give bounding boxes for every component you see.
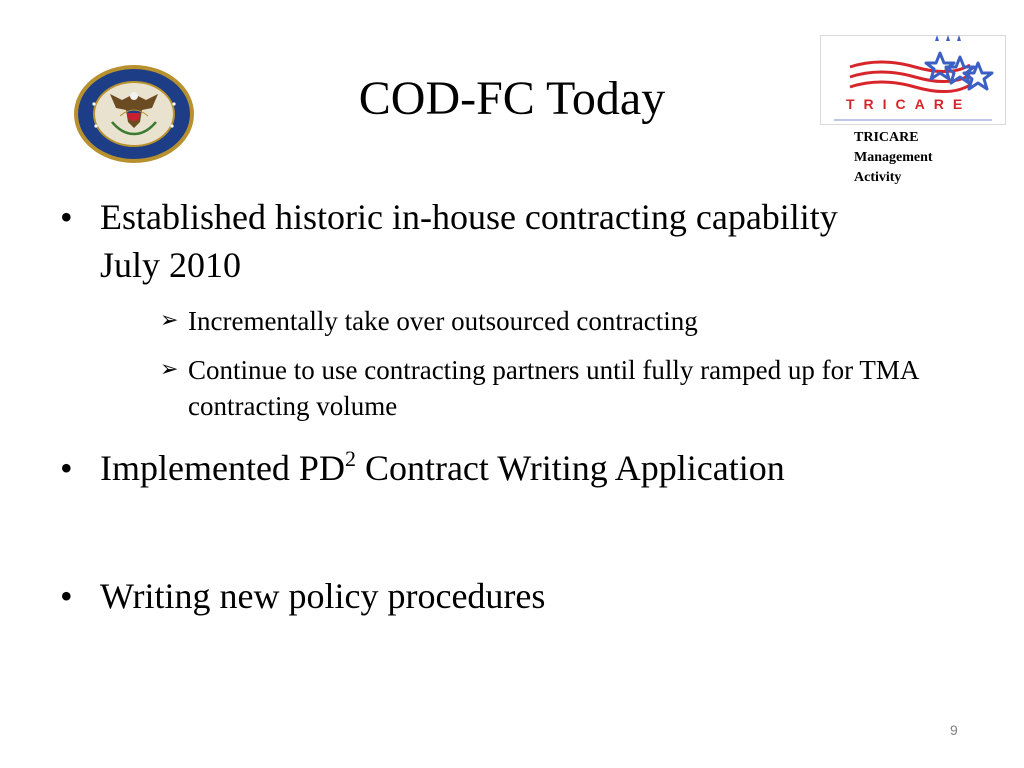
bullet-icon: • [60,448,73,488]
bullet-text [100,444,840,492]
sub-bullet-item [160,303,948,339]
slide-title: COD-FC Today [358,72,666,125]
bullet-icon: • [60,197,73,237]
bullet-item [60,193,840,289]
sub-bullet-text: Incrementally take over outsourced contracting [188,306,698,336]
arrow-bullet-icon: ➢ [160,308,179,333]
bullet-text-part: Implemented PD [100,448,345,488]
superscript: 2 [344,446,356,471]
tricare-wordmark: TRICARE [846,96,972,112]
bullet-item [60,444,840,492]
sub-bullet-text: Continue to use contracting partners until fully ramped up for TMA contracting volume [188,355,918,421]
bullet-text: Writing new policy procedures [100,576,546,616]
bullet-icon: • [60,576,73,616]
tma-caption-line: Management [854,150,933,165]
tma-caption-line: Activity [854,170,902,185]
bullet-text: Established historic in-house contracting capability July 2010 [100,197,838,285]
bullet-item [60,572,840,620]
arrow-bullet-icon: ➢ [160,357,179,382]
sub-bullet-item [160,352,948,424]
bullet-text-part: Contract Writing Application [355,448,785,488]
tma-caption-line: TRICARE [854,130,919,145]
page-number: 9 [950,722,958,738]
